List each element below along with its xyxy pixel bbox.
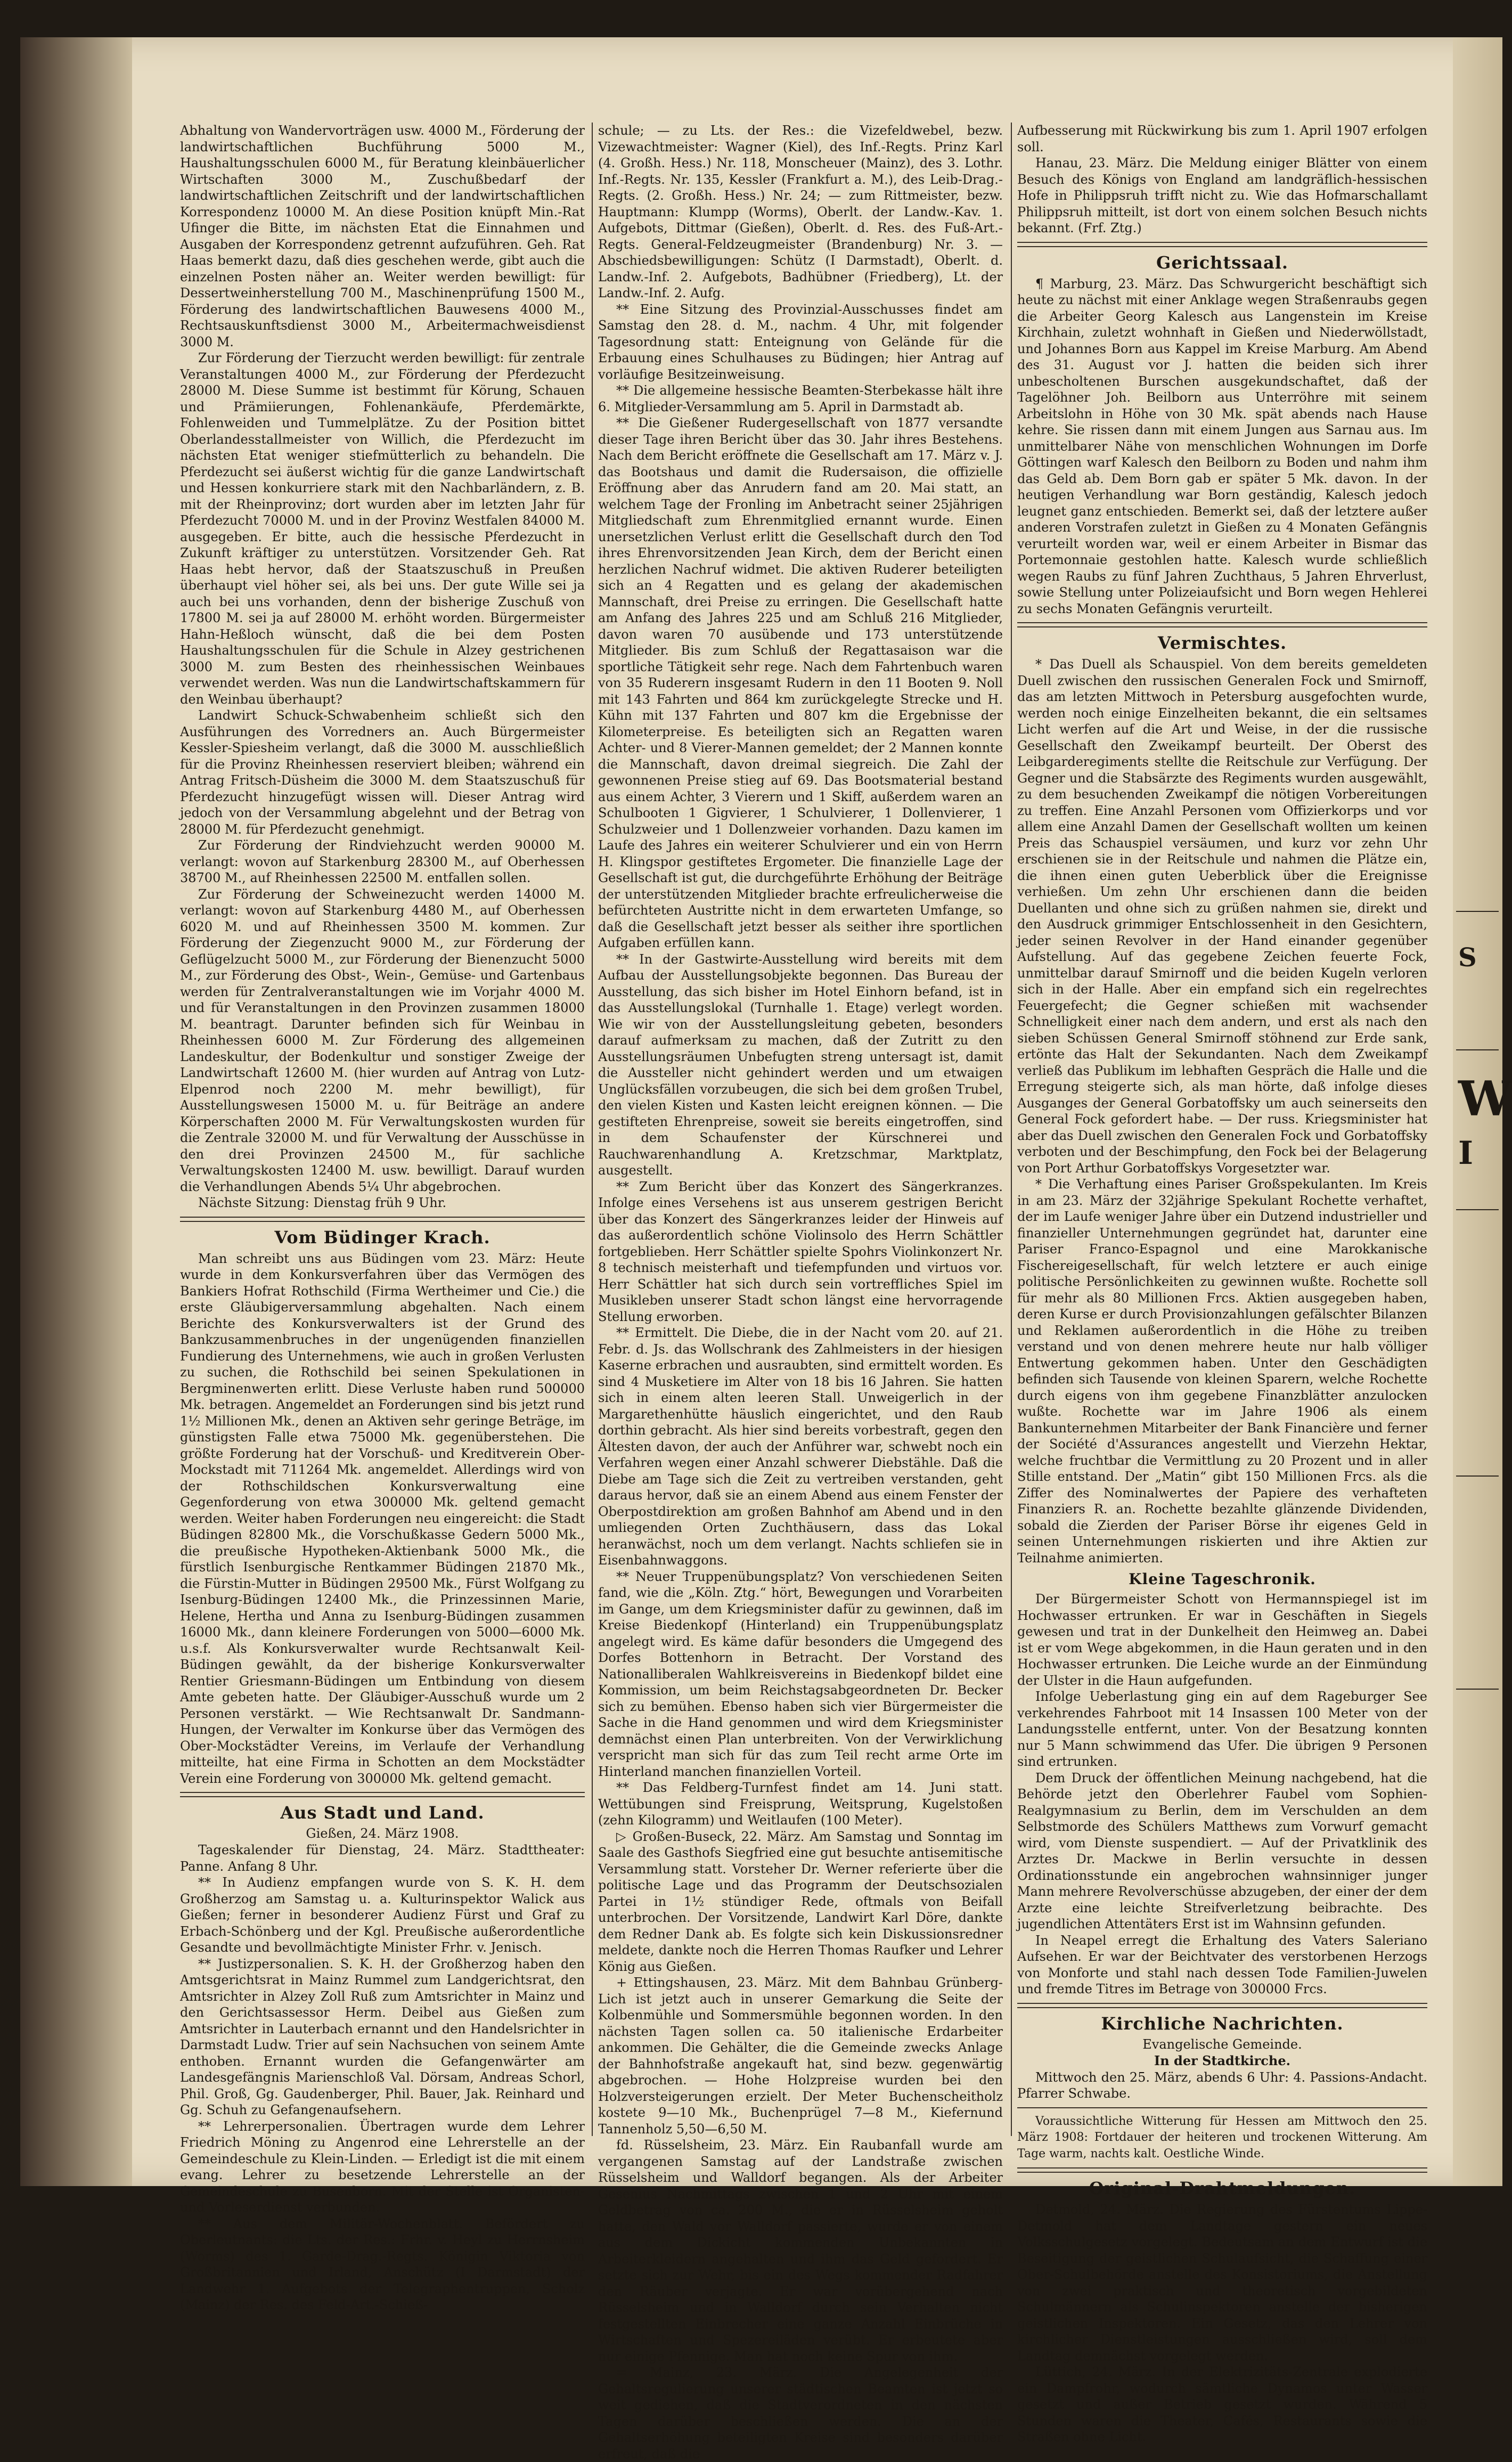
strip-rule	[1456, 911, 1499, 912]
paragraph: ** Ermittelt. Die Diebe, die in der Nacht vom 20. auf 21. Febr. d. Js. das Wollschrank des Zahlmeisters in der hiesigen Kaserne erbrachen und ausraubten, sind ermittelt worden. Es sind 4 Musketiere im Alter von 18 bis 16 Jahren. Sie hatten sich in einem alten leeren Stall. Unweigerlich in der Margarethenhütte häuslich eingerichtet, und den Raub dorthin gebracht. Als hier sind bereits vorbestraft, gegen den Ältesten davon, der auch der Anführer war, schwebt noch ein Verfahren wegen einer Anzahl schwerer Diebstähle. Daß die Diebe am Tage sich die Zeit zu vertreiben verstanden, geht daraus hervor, daß sie an einem Abend aus einem Fenster der Oberpostdirektion am großen Bahnhof am Abend und in den umliegenden Orten Zuchthäusern, dass das Lokal heranwächst, noch um dem verlangt. Nachts schliefen sie in Eisenbahnwaggons.	[598, 1325, 1003, 1568]
strip-rule	[1456, 1475, 1499, 1477]
section-divider	[1017, 2167, 1427, 2173]
binding-gutter	[20, 37, 132, 2186]
paragraph: ** Zum Bericht über das Konzert des Sängerkranzes. Infolge eines Versehens ist aus unserem gestrigen Bericht über das Konzert des Sängerkranzes leider der Hinweis auf das außerordentlich schöne Violinsolo des Herrn Schättler fortgeblieben. Herr Schättler spielte Spohrs Violinkonzert Nr. 8 technisch meisterhaft und tiefempfunden und virtuos vor. Herr Schättler hat sich durch sein vortreffliches Spiel im Musikleben unserer Stadt schon längst eine hervorragende Stellung erworben.	[598, 1179, 1003, 1324]
column-3	[1017, 123, 1427, 2444]
strip-letter: I	[1458, 1135, 1474, 1172]
section-title-buedingen: Vom Büdinger Krach.	[274, 1227, 491, 1248]
paragraph: Der Bürgermeister Schott von Hermannspiegel ist im Hochwasser ertrunken. Er war in Geschäften in Siegels gewesen und trat in der Dunkelheit den Heimweg an. Dabei ist er vom Wege abgekommen, in die Haun geraten und in den Hochwasser ertrunken. Die Leiche wurde an der Einmündung der Ulster in die Haun aufgefunden.	[1017, 1592, 1427, 1688]
paragraph: Nächste Sitzung: Dienstag früh 9 Uhr.	[198, 1195, 447, 1210]
paragraph: Infolge Ueberlastung ging ein auf dem Rageburger See verkehrendes Fahrboot mit 14 Insassen 100 Meter von der Landungsstelle entfernt, unter. Von der Besatzung konnten nur 5 Mann schwimmend das Ufer. Die übrigen 9 Personen sind ertrunken.	[1017, 1689, 1427, 1769]
paragraph: ¶ Marburg, 23. März. Das Schwurgericht beschäftigt sich heute zu nächst mit einer Anklage wegen Straßenraubs gegen die Arbeiter Georg Kalesch aus Langenstein im Kreise Kirchhain, zuletzt wohnhaft in Gießen und Niederwöllstadt, und Johannes Born aus Kappel im Kreise Marburg. Am Abend des 31. August vor J. hatten die beiden sich ihrer unbescholtenen Burschen ausgekundschaftet, daß der Tagelöhner Joh. Beilborn aus Unterröhre mit seinem Arbeitslohn in Höhe von 30 Mk. spät abends nach Hause kehre. Sie rissen dann mit einem Jungen aus Sarnau aus. Im unmittelbarer Nähe von menschlichen Wohnungen im Dorfe Göttingen warf Kalesch den Beilborn zu Boden und nahm ihm das Geld ab. Dem Born gab er später 5 Mk. davon. In der heutigen Verhandlung war Born geständig, Kalesch jedoch leugnet ganz entschieden. Bemerkt sei, daß der letztere außer anderen Vorstrafen zuletzt in Gießen zu 4 Monaten Gefängnis verurteilt worden war, weil er einem Arbeiter in Bismar das Portemonnaie gestohlen hatte. Kalesch wurde schließlich wegen Raubs zu fünf Jahren Zuchthaus, 5 Jahren Ehrverlust, sowie Stellung unter Polizeiaufsicht und Born wegen Hehlerei zu sechs Monaten Gefängnis verurteilt.	[1017, 276, 1427, 616]
adjacent-page-strip	[1453, 37, 1512, 2186]
strip-letter: S	[1458, 943, 1477, 973]
strip-rule	[1456, 1049, 1499, 1050]
paragraph: ** Das Feldberg-Turnfest findet am 14. Juni statt. Wettübungen sind Freisprung, Weitsprung, Kugelstoßen (zehn Kilogramm) und Weitlaufen (100 Meter).	[598, 1780, 1003, 1828]
paragraph: Aufbesserung mit Rückwirkung bis zum 1. April 1907 erfolgen soll.	[1017, 123, 1427, 154]
section-title-stadt-land: Aus Stadt und Land.	[280, 1803, 485, 1823]
section-divider	[1017, 622, 1427, 627]
paragraph: + Ettingshausen, 23. März. Mit dem Bahnbau Grünberg-Lich ist jetzt auch in unserer Gemarkung die Seite der Kolbenmühle und Sommersmühle begonnen worden. In den nächsten Tagen sollen ca. 50 italienische Erdarbeiter ankommen. Die Gehälter, die die Gemeinde zwecks Anlage der Bahnhofstraße angekauft hat, sind bezw. gegenwärtig abgebrochen. — Hohe Holzpreise wurden bei den Holzversteigerungen erzielt. Der Meter Buchenscheitholz kostete 9—10 Mk., Buchenprügel 7—8 M., Kiefernund Tannenholz 5,50—6,50 M.	[598, 1975, 1003, 2137]
section-title-gericht: Gerichtssaal.	[1156, 252, 1289, 273]
paragraph: = Mainz, 23. März. Die Angelegenheit der Gehaltsregulierung unserer städtischen Beamten ist jetzt so weit gediehen, daß die Stadtverordneten in den nächsten Tagen darüber beschließen werden. Die an der Gehaltserhöhung beteiligten Kreise sind besonders darüber erfreut, daß die	[598, 2365, 1003, 2461]
paragraph: ** Lehrerpersonalien. Übertragen wurde dem Lehrer Friedrich Möning zu Angenrod eine Lehrerstelle an der Gemeindeschule zu Klein-Linden. — Erledigt ist die mit einem evang. Lehrer zu besetzende Lehrerstelle an der Gemeindeschule zu Busenborn. Mit der Stelle ist Organisten- und Vorleserdienst verbunden.	[180, 2118, 585, 2215]
column-rule	[1011, 123, 1012, 2136]
paragraph: ** Die allgemeine hessische Beamten-Sterbekasse hält ihre 6. Mitglieder-Versammlung am 5. April in Darmstadt ab.	[598, 383, 1003, 414]
paragraph: In Neapel erregt die Erhaltung des Vaters Saleriano Aufsehen. Er war der Beichtvater des verstorbenen Herzogs von Monforte und stahl nach dessen Tode Familien-Juwelen und fremde Titres im Betrage von 300000 Frcs.	[1017, 1933, 1427, 1996]
paragraph: schule; — zu Lts. der Res.: die Vizefeldwebel, bezw. Vizewachtmeister: Wagner (Kiel), des Inf.-Regts. Prinz Karl (4. Großh. Hess.) Nr. 118, Monscheuer (Mainz), des 3. Lothr. Inf.-Regts. Nr. 135, Kessler (Frankfurt a. M.), des Leib-Drag.-Regts. (2. Großh. Hess.) Nr. 24; — zum Rittmeister, bezw. Hauptmann: Klumpp (Worms), Oberlt. der Landw.-Kav. 1. Aufgebots, Dittmar (Gießen), Oberlt. d. Res. des Fuß-Art.-Regts. General-Feldzeugmeister (Brandenburg) Nr. 3. — Abschiedsbewilligungen: Schütz (I Darmstadt), Oberlt. d. Landw.-Inf. 2. Aufgebots, Badhübner (Friedberg), Lt. der Landw.-Inf. 2. Aufg.	[598, 123, 1003, 300]
paragraph: Hanau, 23. März. Die Meldung einiger Blätter von einem Besuch des Königs von England am landgräflich-hessischen Hofe in Philippsruh trifft nicht zu. Wie das Hofmarschallamt Philippsruh mitteilt, ist dort von einem solchen Besuch nichts bekannt. (Frf. Ztg.)	[1017, 156, 1427, 235]
section-divider	[180, 1217, 585, 1222]
section-title-kirchlich: Kirchliche Nachrichten.	[1101, 2013, 1344, 2034]
weather-forecast: Voraussichtliche Witterung für Hessen am Mittwoch den 25. März 1908: Fortdauer der heiteren und trockenen Witterung. Am Tage warm, nachts kalt. Oestliche Winde.	[1017, 2114, 1427, 2161]
paragraph: Detmold, 24. März. Die Regierung des Fürstentums Lippe-Detmold hat dem Landtage gestern ein neues Volksschulgesetz vorgelegt. Bedeutsam an dem Entwurf ist die Beseitigung der geistlichen Schulaufsicht, die Schaffung einer Ober-Schulbehörde anstelle des Konsistoriums, die Anstellung von zwei praktisch und theoretisch vorgebildeten Schulmännern als Schulinspektoren anstelle der bisherigen geistlichen Inspektoren. Ein Gesetz, das den Lehrer von kirchlicher Dienstleistungen ausschließen wird, soll dem Landtag demnächst vorgelegt werden.	[1017, 2202, 1427, 2363]
paragraph: Zur Förderung der Tierzucht werden bewilligt: für zentrale Veranstaltungen 4000 M., zur Förderung der Pferdezucht 28000 M. Diese Summe ist bestimmt für Körung, Schauen und Prämiierungen, Fohlenankäufe, Pferdemärkte, Fohlenweiden und Tummelplätze. Zu der Position bittet Oberlandesstallmeister von Willich, die Pferdezucht im nächsten Etat weniger stiefmütterlich zu behandeln. Die Pferdezucht sei äußerst wichtig für die ganze Landwirtschaft und Hessen konkurriere stark mit den Nachbarländern, z. B. mit der Rheinprovinz; dort wurden aber im letzten Jahr für Pferdezucht 70000 M. und in der Provinz Westfalen 84000 M. ausgegeben. Er bitte, auch die hessische Pferdezucht in Zukunft kräftiger zu unterstützen. Vorsitzender Geh. Rat Haas hebt hervor, daß der Staatszuschuß in Preußen überhaupt viel höher sei, als bei uns. Der gute Wille sei ja auch bei uns vorhanden, denn der bisherige Zuschuß von 17800 M. sei ja auf 28000 M. erhöht worden. Bürgermeister Hahn-Heßloch wünscht, daß die bei dem Posten Haushaltungsschulen für die Schule in Alzey gestrichenen 3000 M. zum Besten des rheinhessischen Weinbaues verwendet werden. Was nun die Landwirtschaftskammern für den Weinbau überhaupt?	[180, 350, 585, 707]
section-divider	[1017, 242, 1427, 247]
paragraph: Lüttich, 24. März. In der Elektrizitäts-Zentrale explodierte ein Dampfrohr, wodurch sämtliche Dynamos unter Wasser gesetzt und außer Betrieb gesetzt wurden. Während 5 Stunden waren die Theater, Cafés, Restaurants sowie die Straßen ohne Licht.	[1017, 2365, 1427, 2444]
paragraph: ▷ Großen-Buseck, 22. März. Am Samstag und Sonntag im Saale des Gasthofs Siegfried eine gut besuchte antisemitische Versammlung statt. Vorsteher Dr. Werner referierte über die politische Lage und das Programm der Deutschsozialen Partei in 1½ stündiger Rede, oftmals von Beifall unterbrochen. Der Vorsitzende, Landwirt Karl Döre, dankte dem Redner Dank ab. Es folgte sich kein Diskussionsredner meldete, dankte noch die Herren Thomas Raufker und Lehrer König aus Gießen.	[598, 1829, 1003, 1974]
section-divider	[1017, 2107, 1427, 2108]
sub-heading: Evangelische Gemeinde.	[1142, 2036, 1302, 2052]
paragraph: Zur Förderung der Schweinezucht werden 14000 M. verlangt: wovon auf Starkenburg 4480 M., auf Oberhessen 6020 M. und auf Rheinhessen 3500 M. kommen. Zur Förderung der Ziegenzucht 9000 M., zur Förderung der Geflügelzucht 5000 M., zur Förderung der Bienenzucht 5000 M., zur Förderung des Obst-, Wein-, Gemüse- und Gartenbaus werden für Zentralveranstaltungen wie im Vorjahr 4000 M. und für Veranstaltungen in den Provinzen zusammen 18000 M. beantragt. Darunter befinden sich für Weinbau in Rheinhessen 6000 M. Zur Förderung des allgemeinen Landeskultur, der Bodenkultur und sonstiger Zweige der Landwirtschaft 12600 M. (hier wurden auf Antrag von Lutz-Elpenrod noch 2200 M. mehr bewilligt), für Ausstellungswesen 15000 M. u. für Beiträge an andere Körperschaften 2000 M. Für Verwaltungskosten wurden für die Zentrale 32000 M. und für Verwaltung der Ausschüsse in den drei Provinzen 24500 M., für sachliche Verwaltungskosten 12400 M. usw. bewilligt. Darauf wurden die Verhandlungen Abends 5¼ Uhr abgebrochen.	[180, 886, 585, 1194]
section-divider	[180, 1792, 585, 1797]
strip-letter: W	[1458, 1071, 1512, 1127]
paragraph: ** Eine Sitzung des Provinzial-Ausschusses findet am Samstag den 28. d. M., nachm. 4 Uhr, mit folgender Tagesordnung statt: Enteignung von Gelände für die Erbauung eines Schulhauses zu Büdingen; hier Antrag auf vorläufige Besitzeinweisung.	[598, 301, 1003, 382]
paragraph: ** Neuer Truppenübungsplatz? Von verschiedenen Seiten fand, wie die „Köln. Ztg.“ hört, Bewegungen und Vorarbeiten im Gange, um dem Kriegsminister dafür zu gewinnen, daß im Kreise Biedenkopf (Hinterland) ein Truppenübungsplatz angelegt wird. Es käme dafür besonders die Umgegend des Dorfes Bottenhorn in Betracht. Der Vorstand des Nationalliberalen Wahlkreisvereins in Biedenkopf bildet eine Kommission, um beim Reichstagsabgeordneten Dr. Becker sich zu bemühen. Ebenso haben sich vier Bürgermeister die Sache in die Hand genommen und wird dem Kriegsminister demnächst einen Plan unterbreiten. Von der Verwirklichung verspricht man sich für das zum Teil recht arme Orte im Hinterland manchen finanziellen Vorteil.	[598, 1569, 1003, 1779]
paragraph: Mittwoch den 25. März, abends 6 Uhr: 4. Passions-Andacht. Pfarrer Schwabe.	[1017, 2069, 1427, 2101]
paragraph: Abhaltung von Wandervorträgen usw. 4000 M., Förderung der landwirtschaftlichen Buchführung 5000 M., Haushaltungsschulen 6000 M., für Beratung kleinbäuerlicher Wirtschaften 3000 M., Zuschußbedarf der landwirtschaftlichen Zeitschrift und der landwirtschaftlichen Korrespondenz 10000 M. An diese Position knüpft Min.-Rat Ufinger die Bitte, im nächsten Etat die Einnahmen und Ausgaben der Korrespondenz getrennt aufzuführen. Geh. Rat Haas bemerkt dazu, daß dies geschehen werde, gibt auch die einzelnen Posten näher an. Weiter werden bewilligt: für Dessertweinherstellung 700 M., Maschinenprüfung 1500 M., Förderung des landwirtschaftlichen Bauwesens 4000 M., Rechtsauskunftsdienst 3000 M., Arbeitermachweisdienst 3000 M.	[180, 123, 585, 349]
strip-rule	[1456, 1209, 1499, 1210]
paragraph: Man schreibt uns aus Büdingen vom 23. März: Heute wurde in dem Konkursverfahren über das Vermögen des Bankiers Hofrat Rothschild (Firma Wertheimer und Cie.) die erste Gläubigerversammlung abgehalten. Nach einem Berichte des Konkursverwalters ist der Grund des Bankzusammenbruches in der ungenügenden finanziellen Fundierung des Unternehmens, wie auch in großen Verlusten zu suchen, die Rothschild bei seinen Spekulationen in Bergminenwerten erlitt. Diese Verluste haben rund 500000 Mk. betragen. Angemeldet an Forderungen sind bis jetzt rund 1½ Millionen Mk., denen an Aktiven sehr geringe Beträge, im günstigsten Falle etwa 75000 Mk. gegenüberstehen. Die größte Forderung hat der Vorschuß- und Kreditverein Ober-Mockstadt mit 711264 Mk. angemeldet. Allerdings wird von der Rothschildschen Konkursverwaltung eine Gegenforderung von etwa 300000 Mk. geltend gemacht werden. Weiter haben Forderungen neu eingereicht: die Stadt Büdingen 82800 Mk., die Vorschußkasse Gedern 5000 Mk., die preußische Hypotheken-Aktienbank 5000 Mk., die fürstlich Isenburgische Rentkammer Büdingen 21870 Mk., die Fürstin-Mutter in Büdingen 29500 Mk., Fürst Wolfgang zu Isenburg-Büdingen 12400 Mk., die Prinzessinnen Marie, Helene, Hertha und Anna zu Isenburg-Büdingen zusammen 16000 Mk., dann kleinere Forderungen von 5000—6000 Mk. u.s.f. Als Konkursverwalter wurde Rechtsanwalt Keil-Büdingen gewählt, da der bisherige Konkursverwalter Rentier Griesmann-Büdingen um Entbindung von diesem Amte gebeten hatte. Der Gläubiger-Ausschuß wurde um 2 Personen verstärkt. — Wie Rechtsanwalt Dr. Sandmann-Hungen, der Verwalter im Konkurse über das Vermögen des Ober-Mockstädter Vereins, im Verlaufe der Verhandlung mitteilte, hat eine Firma in Schotten an dem Mockstädter Verein eine Forderung von 300000 Mk. geltend gemacht.	[180, 1251, 585, 1786]
paragraph: Landwirt Schuck-Schwabenheim schließt sich den Ausführungen des Vorredners an. Auch Bürgermeister Kessler-Spiesheim verlangt, daß die 3000 M. ausschließlich für die Provinz Rheinhessen reserviert bleiben; während ein Antrag Fritsch-Düsheim die 3000 M. dem Staatszuschuß für Pferdezucht hinzugefügt wissen will. Dieser Antrag wird jedoch von der Versammlung abgelehnt und der Betrag von 28000 M. für Pferdezucht genehmigt.	[180, 708, 585, 837]
section-title-vermischtes: Vermischtes.	[1157, 633, 1287, 653]
paragraph: * Das Duell als Schauspiel. Von dem bereits gemeldeten Duell zwischen den russischen Generalen Fock und Smirnoff, das am letzten Mittwoch in Petersburg ausgefochten wurde, werden noch einige Einzelheiten bekannt, die ein seltsames Licht werfen auf die Art und Weise, in der die russische Gesellschaft den Zweikampf beurteilt. Der Oberst des Leibgarderegiments stellte die Reitschule zur Verfügung. Der Gegner und die Stabsärzte des Regiments wurden ausgewählt, zu dem besuchenden Zweikampf die nötigen Vorbereitungen zu treffen. Eine Anzahl Personen vom Offizierkorps und vor allem eine Anzahl Damen der Gesellschaft wollten um keinen Preis das Schauspiel versäumen, und kurz vor zehn Uhr erschienen sie in der Reitschule und nahmen die Plätze ein, die ihnen einen guten Ueberblick über die Ereignisse verhießen. Um zehn Uhr erschienen dann die beiden Duellanten und ohne sich zu grüßen nahmen sie, direkt und den Ausdruck grimmiger Entschlossenheit in den Gesichtern, jeder seinen Revolver in der Hand einander gegenüber Aufstellung. Auf das gegebene Zeichen feuerte Fock, unmittelbar darauf Smirnoff und die beiden Kugeln verloren sich in der Halle. Aber ein empfand sich ein regelrechtes Feuergefecht; die Gegner schießen mit wachsender Schnelligkeit einer nach dem andern, und erst als nach den sieben Schüssen General Smirnoff stöhnend zur Erde sank, ertönte das Halt der Sekundanten. Nach dem Zweikampf verließ das Publikum im lebhaften Gespräch die Halle und die Erregung steigerte sich, als man hörte, daß infolge dieses Ausganges der General Gorbatoffsky um auch seinerseits den General Fock gefordert habe. — Der russ. Kriegsminister hat aber das Duell zwischen den Generalen Fock und Gorbatoffsky verboten und der Beschimpfung, den Fock bei der Belagerung von Port Arthur Gorbatoffskys Vorgesetzter war.	[1017, 657, 1427, 1176]
paragraph: fd. Rüsselsheim, 23. März. Ein Raubanfall wurde am vergangenen Samstag auf der Landstraße zwischen Rüsselsheim und Walldorf begangen. Als der Arbeiter Gesenius Nachmittags zwischen 1 und 2 Uhr mit einem Geldbetrag von ca. 200 M., die er in Rüsselsheim geholt hatte, den Wald vor Walldorf passierte, wurde er von einem aus dem Dickicht kommenden Unbekannten in Arbeiterkleidern angehalten und ihm das Geld gefordert. Er setzte sich zur Wehr, bis ein des Wegs kommender Radfahrer den Räuber verjagte. Er war vorübergehend nach Rüsselsheim und in Walldorf durch sein Verhalten nicht festgestellten Einbrecher eine ganze Anzahl Einbrüche in Wirtschaften und Spezereiläden verübt. Er erbeutete aber nur einige Pfennige. Man hat noch keine Spur von ihm.	[598, 2138, 1003, 2364]
sub-heading: In der Stadtkirche.	[1154, 2052, 1290, 2068]
paragraph: ** Aus dem Militär-Wochenblatt. Befördert zu Oberleutnants: die Lts. der Res.: Frhr. v. Heyl zu Herrnsheim (Worms) des 1. Garde-Drag.-Regts. Königin Viktoria von Großbritannien und Irland, Anschütz (I Darmstadt) der Landwehr 1. Aufgebots der Telegraphentruppen, Scholz (Mainz) der Res. des Feld-Art.-Schieß-	[180, 2216, 585, 2312]
strip-rule	[1456, 1689, 1499, 1690]
paragraph: ** Die Gießener Rudergesellschaft von 1877 versandte dieser Tage ihren Bericht über das 30. Jahr ihres Bestehens. Nach dem Bericht eröffnete die Gesellschaft am 17. März v. J. das Bootshaus und damit die Rudersaison, die offizielle Eröffnung aber das Anrudern fand am 20. Mai statt, an welchem Tage der Fronling im Anbetracht seiner 25jährigen Mitgliedschaft zum Ehrenmitglied ernannt wurde. Einen unersetzlichen Verlust erlitt die Gesellschaft durch den Tod ihres Ehrenvorsitzenden Jean Kirch, dem der Bericht einen herzlichen Nachruf widmet. Die aktiven Ruderer beteiligten sich an 4 Regatten und es gelang der akademischen Mannschaft, drei Preise zu erringen. Die Gesellschaft hatte am Anfang des Jahres 225 und am Schluß 216 Mitglieder, davon waren 70 ausübende und 173 unterstützende Mitglieder. Bis zum Schluß der Regattasaison war die sportliche Tätigkeit sehr rege. Nach dem Fahrtenbuch waren von 35 Ruderern insgesamt Rudern in den 11 Booten 9. Noll mit 143 Fahrten und 864 km zurückgelegte Strecke und H. Kühn mit 137 Fahrten und 807 km die Ergebnisse der Kilometerpreise. Es beteiligten sich an Regatten waren Achter- und 8 Vierer-Mannen gemeldet; der 2 Mannen konnte die Mannschaft, davon dreimal siegreich. Die Zahl der gewonnenen Preise stieg auf 69. Das Bootsmaterial bestand aus einem Achter, 3 Vierern und 1 Skiff, außerdem waren an Schulbooten 1 Gigvierer, 1 Schulvierer, 1 Dollenvierer, 1 Schulzweier und 1 Dollenzweier vorhanden. Dazu kamen im Laufe des Jahres ein weiterer Schulvierer und ein von Herrn H. Klingspor gestiftetes Ergometer. Die finanzielle Lage der Gesellschaft ist gut, die durchgeführte Erhöhung der Beiträge der unterstützenden Mitglieder brachte erfreulicherweise die befürchteten Austritte nicht in dem erwarteten Umfange, so daß die Gesellschaft jetzt besser als seither ihre sportlichen Aufgaben erfüllen kann.	[598, 415, 1003, 950]
paragraph: ** In Audienz empfangen wurde von S. K. H. dem Großherzog am Samstag u. a. Kulturinspektor Walick aus Gießen; ferner in besonderer Audienz Fürst und Graf zu Erbach-Schönberg und der Kgl. Preußische außerordentliche Gesandte und bevollmächtigte Minister Frhr. v. Jenisch.	[180, 1875, 585, 1955]
paragraph: ** Justizpersonalien. S. K. H. der Großherzog haben den Amtsgerichtsrat in Mainz Rummel zum Landgerichtsrat, den Amtsrichter in Alzey Zoll Ruß zum Amtsrichter in Mainz und den Gerichtsassessor Herm. Deibel aus Gießen zum Amtsrichter in Lauterbach ernannt und den Handelsrichter in Darmstadt Ludw. Trier auf sein Nachsuchen von seinem Amte enthoben. Ernannt wurden die Gefangenwärter am Landesgefängnis Marienschloß Val. Dörsam, Andreas Schorl, Phil. Groß, Gg. Gaudenberger, Phil. Bauer, Jak. Reinhard und Gg. Schuh zu Gefangenaufsehern.	[180, 1956, 585, 2117]
paragraph: Tageskalender für Dienstag, 24. März. Stadttheater: Panne. Anfang 8 Uhr.	[180, 1843, 585, 1874]
section-title-tageschronik: Kleine Tageschronik.	[1129, 1570, 1316, 1588]
paragraph: Zur Förderung der Rindviehzucht werden 90000 M. verlangt: wovon auf Starkenburg 28300 M., auf Oberhessen 38700 M., auf Rheinhessen 22500 M. entfallen sollen.	[180, 838, 585, 885]
section-divider	[1017, 2003, 1427, 2008]
section-title-draht: Original-Drahtmeldungen.	[1089, 2178, 1356, 2198]
column-2	[598, 123, 1003, 2461]
paragraph: Dem Druck der öffentlichen Meinung nachgebend, hat die Behörde jetzt den Oberlehrer Faubel vom Sophien-Realgymnasium zu Berlin, dem im Verschulden an dem Selbstmorde des Schülers Matthews zum Vorwurf gemacht wird, vom Dienste suspendiert. — Auf der Privatklinik des Arztes Dr. Mackwe in Berlin versuchte in dessen Ordinationsstunde ein angebrochen wahnsinniger junger Mann mehrere Revolverschüsse abzugeben, der einer der dem Arzte eine leichte Streifverletzung beibrachte. Des jugendlichen Attentäters Erst ist im Wahnsinn gefunden.	[1017, 1770, 1427, 1931]
dateline: Gießen, 24. März 1908.	[306, 1826, 459, 1841]
paragraph: * Die Verhaftung eines Pariser Großspekulanten. Im Kreis in am 23. März der 32jährige Spekulant Rochette verhaftet, der im Laufe weniger Jahre über ein Dutzend industrieller und finanzieller Unternehmungen gegründet hat, darunter eine Pariser Franco-Espagnol und eine Marokkanische Fischereigesellschaft, für welch letztere er auch einige politische Persönlichkeiten zu gewinnen wußte. Rochette soll für mehr als 80 Millionen Frcs. Aktien ausgegeben haben, deren Kurse er durch Provisionzahlungen gefälschter Bilanzen und Reklamen außerordentlich in die Höhe zu treiben verstand und von denen mehrere heute nur halb völliger Entwertung gekommen haben. Unter den Geschädigten befinden sich Tausende von kleinen Sparern, welche Rochette durch eigens von ihm gegebene Finanzblätter anzulocken wußte. Rochette war im Jahre 1906 als einem Bankunternehmen Mitarbeiter der Bank Financière und ferner der Société d'Assurances angestellt und Vierzehn Hektar, welche fruchtbar die Vermittlung zu 20 Prozent und in aller Stille entstand. Der „Matin“ gibt 150 Millionen Frcs. als die Ziffer des Nominalwertes der Papiere des verhafteten Finanziers R. an. Rochette bezahlte glänzende Dividenden, sobald die Zierden der Pariser Börse ihr eigenes Geld in seinen Unternehmungen riskierten und ihre Aktien zur Teilnahme animierten.	[1017, 1177, 1427, 1566]
newspaper-page	[20, 37, 1512, 2461]
paragraph: ** In der Gastwirte-Ausstellung wird bereits mit dem Aufbau der Ausstellungsobjekte begonnen. Das Bureau der Ausstellung, das sich bisher im Hotel Einhorn befand, ist in das Ausstellungslokal (Turnhalle 1. Etage) verlegt worden. Wie wir von der Ausstellungsleitung gebeten, besonders darauf aufmerksam zu machen, daß der Zutritt zu den Ausstellungsräumen Unbefugten streng untersagt ist, damit die Aussteller nicht gehindert werden und um etwaigen Unglücksfällen vorzubeugen, die sich bei dem großen Trubel, den vielen Kisten und Kasten leicht ereignen können. — Die gestifteten Ehrenpreise, soweit sie bereits eingetroffen, sind in dem Schaufenster der Kürschnerei und Rauchwarenhandlung A. Kretzschmar, Marktplatz, ausgestellt.	[598, 951, 1003, 1178]
column-rule	[592, 123, 593, 2136]
column-1	[180, 123, 585, 2312]
